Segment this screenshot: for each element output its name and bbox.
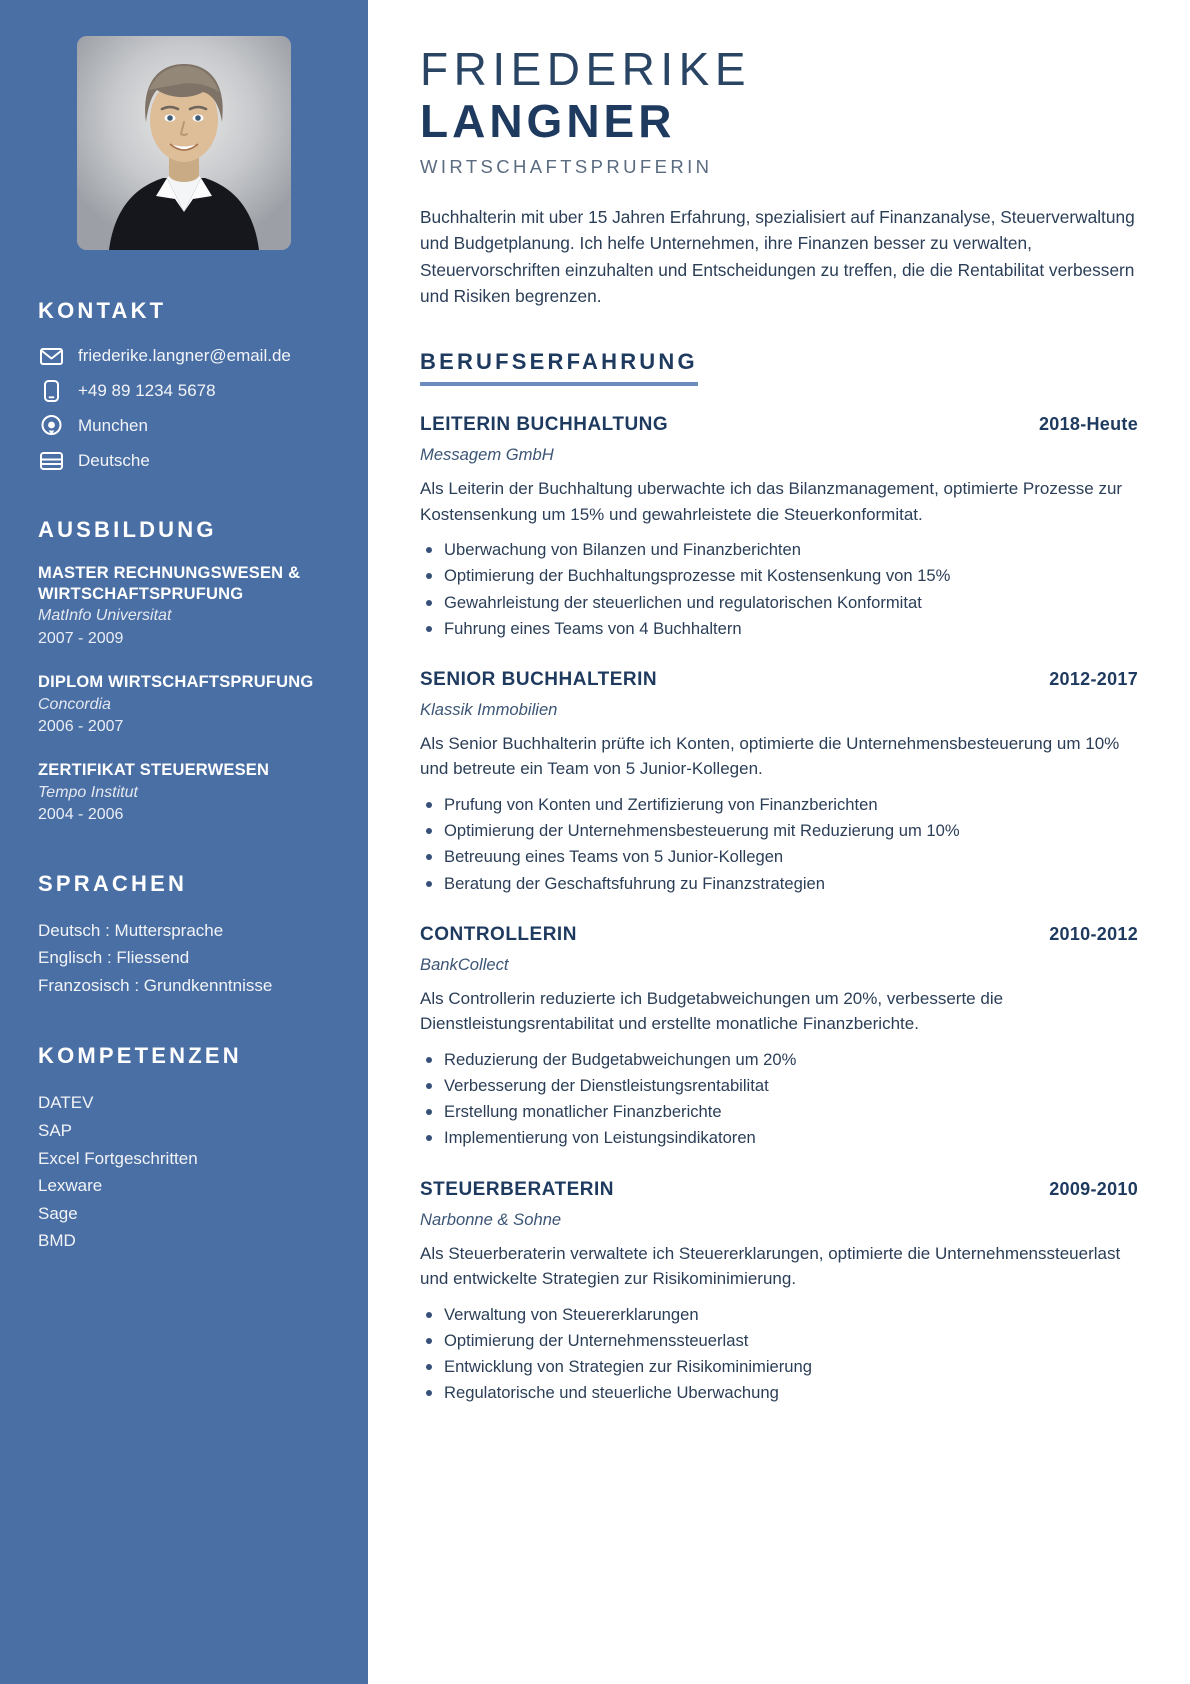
contact-item-nationality[interactable] (38, 449, 330, 473)
location-pin-icon (38, 414, 64, 438)
experience-bullets (420, 537, 1138, 642)
professional-title: WIRTSCHAFTSPRUFERIN (420, 156, 713, 178)
experience-bullet: Reduzierung der Budgetabweichungen um 20% (420, 1047, 1138, 1073)
experience-item (420, 669, 1138, 897)
experience-bullets (420, 1302, 1138, 1407)
experience-section-heading: BERUFSERFAHRUNG (420, 349, 698, 386)
experience-bullet: Prufung von Konten und Zertifizierung von Finanzberichten (420, 792, 1138, 818)
experience-bullet: Beratung der Geschaftsfuhrung zu Finanzstrategien (420, 871, 1138, 897)
education-item (38, 672, 330, 738)
languages-heading: SPRACHEN (38, 870, 188, 896)
experience-bullets (420, 1047, 1138, 1152)
contact-nationality-text: Deutsche (78, 450, 150, 470)
skill-item: Excel Fortgeschritten (38, 1148, 198, 1168)
experience-bullet: Betreuung eines Teams von 5 Junior-Kollegen (420, 844, 1138, 870)
contact-item-phone[interactable] (38, 379, 330, 403)
contact-item-email[interactable] (38, 344, 330, 368)
experience-bullet: Implementierung von Leistungsindikatoren (420, 1125, 1138, 1151)
profile-photo (77, 36, 291, 250)
education-degree: ZERTIFIKAT STEUERWESEN (38, 761, 270, 780)
experience-role: CONTROLLERIN (420, 923, 577, 945)
experience-bullet: Optimierung der Buchhaltungsprozesse mit Kostensenkung von 15% (420, 563, 1138, 589)
language-item: Franzosisch : Grundkenntnisse (38, 975, 273, 995)
experience-header (420, 924, 1138, 946)
experience-company: BankCollect (420, 954, 509, 974)
experience-description: Als Senior Buchhalterin prüfte ich Konten, optimierte die Unternehmensbesteuerung um 10% und betreute ein Team von 5 Junior-Kollegen. (420, 733, 1120, 779)
experience-dates: 2009-2010 (1049, 1178, 1138, 1199)
skill-item: DATEV (38, 1093, 94, 1113)
language-item: Deutsch : Muttersprache (38, 920, 224, 940)
sidebar (0, 0, 368, 1684)
phone-icon (38, 379, 64, 403)
contact-phone-text: +49 89 1234 5678 (78, 380, 216, 400)
experience-item (420, 414, 1138, 642)
experience-bullet: Uberwachung von Bilanzen und Finanzberichten (420, 537, 1138, 563)
experience-company: Messagem GmbH (420, 445, 554, 465)
experience-dates: 2012-2017 (1049, 668, 1138, 689)
profile-photo-image (77, 36, 291, 250)
experience-header (420, 1179, 1138, 1201)
profile-summary: Buchhalterin mit uber 15 Jahren Erfahrung, spezialisiert auf Finanzanalyse, Steuerverwaltung und Budgetplanung. Ich helfe Unternehmen, ihre Finanzen besser zu verwalten, Steuervorschriften einzuhalten und Entscheidungen zu treffen, die die Rentabilitat verbessern und Risiken begrenzen. (420, 207, 1135, 306)
experience-description: Als Controllerin reduzierte ich Budgetabweichungen um 20%, verbesserte die Dienstleistungsrentabilitat und erstellte monatliche Finanzberichte. (420, 988, 1004, 1034)
experience-company: Narbonne & Sohne (420, 1209, 562, 1229)
skills-heading: KOMPETENZEN (38, 1043, 242, 1069)
education-years: 2007 - 2009 (38, 629, 124, 647)
experience-dates: 2018-Heute (1038, 414, 1138, 435)
experience-role: SENIOR BUCHHALTERIN (420, 668, 658, 690)
skill-item: Sage (38, 1203, 78, 1223)
education-degree: MASTER RECHNUNGSWESEN & WIRTSCHAFTSPRUFUNG (38, 564, 301, 603)
education-item (38, 563, 330, 650)
skill-item: BMD (38, 1231, 76, 1251)
experience-item (420, 1179, 1138, 1407)
experience-header (420, 669, 1138, 691)
experience-bullet: Regulatorische und steuerliche Uberwachung (420, 1380, 1138, 1406)
contact-item-location[interactable] (38, 414, 330, 438)
last-name: LANGNER (420, 94, 676, 147)
experience-bullet: Optimierung der Unternehmensbesteuerung mit Reduzierung um 10% (420, 818, 1138, 844)
experience-bullets (420, 792, 1138, 897)
sidebar-content (0, 298, 368, 1255)
experience-bullet: Erstellung monatlicher Finanzberichte (420, 1099, 1138, 1125)
experience-bullet: Fuhrung eines Teams von 4 Buchhaltern (420, 616, 1138, 642)
envelope-icon (38, 344, 64, 368)
education-school: Tempo Institut (38, 784, 138, 802)
experience-dates: 2010-2012 (1049, 923, 1138, 944)
photo-container (0, 36, 368, 250)
experience-bullet: Optimierung der Unternehmenssteuerlast (420, 1328, 1138, 1354)
experience-bullet: Verbesserung der Dienstleistungsrentabilitat (420, 1073, 1138, 1099)
contact-location-text: Munchen (78, 415, 148, 435)
experience-description: Als Steuerberaterin verwaltete ich Steuererklarungen, optimierte die Unternehmenssteuerlast und entwickelte Strategien zur Risikominimierung. (420, 1243, 1121, 1289)
education-school: MatInfo Universitat (38, 607, 172, 625)
experience-description: Als Leiterin der Buchhaltung uberwachte ich das Bilanzmanagement, optimierte Prozesse zur Kostensenkung um 15% und gewahrleistete die Steuerkonformitat. (420, 479, 1123, 524)
main-content (368, 0, 1190, 1684)
education-degree: DIPLOM WIRTSCHAFTSPRUFUNG (38, 673, 314, 692)
language-item: Englisch : Fliessend (38, 948, 190, 968)
experience-role: STEUERBERATERIN (420, 1178, 614, 1200)
experience-role: LEITERIN BUCHHALTUNG (420, 414, 669, 436)
contact-email-text: friederike.langner@email.de (78, 345, 291, 365)
first-name: FRIEDERIKE (420, 43, 752, 95)
education-years: 2006 - 2007 (38, 718, 124, 736)
education-school: Concordia (38, 695, 111, 713)
page-title (420, 44, 1138, 147)
skill-item: Lexware (38, 1176, 103, 1196)
contact-heading: KONTAKT (38, 298, 167, 323)
experience-header (420, 414, 1138, 436)
education-years: 2004 - 2006 (38, 806, 124, 824)
skill-item: SAP (38, 1120, 73, 1140)
experience-bullet: Verwaltung von Steuererklarungen (420, 1302, 1138, 1328)
experience-bullet: Gewahrleistung der steuerlichen und regulatorischen Konformitat (420, 590, 1138, 616)
experience-company: Klassik Immobilien (420, 699, 558, 719)
id-card-icon (38, 449, 64, 473)
education-heading: AUSBILDUNG (38, 517, 217, 542)
education-item (38, 760, 330, 826)
experience-bullet: Entwicklung von Strategien zur Risikominimierung (420, 1354, 1138, 1380)
experience-item (420, 924, 1138, 1152)
